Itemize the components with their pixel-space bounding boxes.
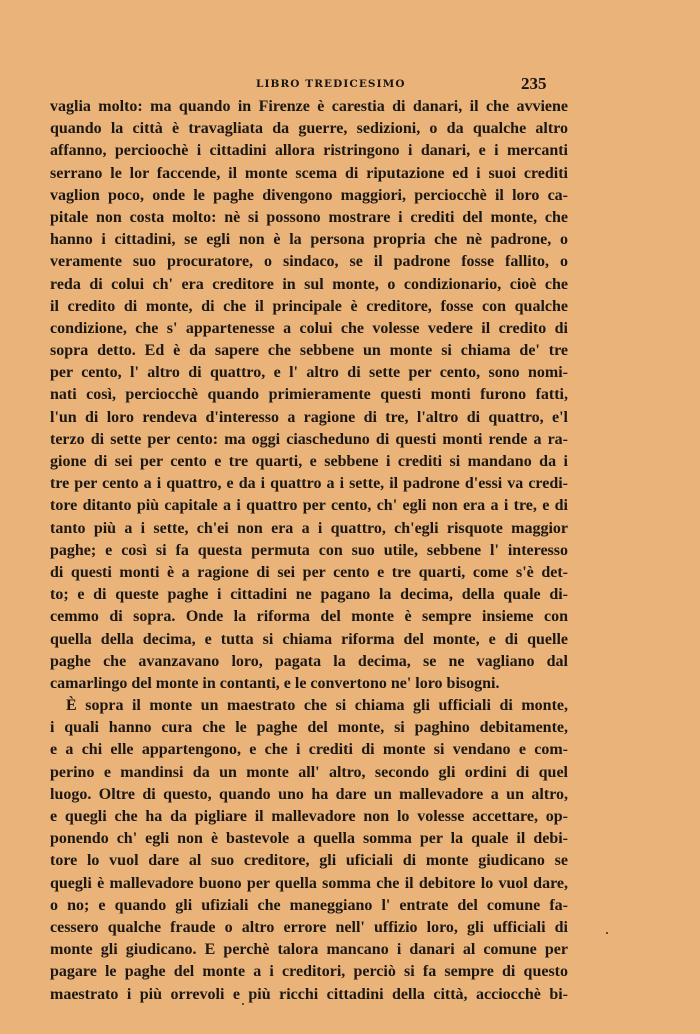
text-line: terzo di sette per cento: ma oggi ciascheduno di questi monti rende a ra- <box>50 430 568 448</box>
text-line: ponendo ch' egli non è bastevole a quella somma per la quale il debi- <box>50 830 568 848</box>
text-line: to; e di queste paghe i cittadini ne pagano la decima, della quale di- <box>50 586 568 604</box>
text-line: vaglion poco, onde le paghe divengono maggiori, perciocchè il loro ca- <box>50 186 568 204</box>
text-line: tre per cento a i quattro, e da i quattro a i sette, il padrone d'essi va credi- <box>50 475 568 493</box>
page-number: 235 <box>521 74 547 93</box>
text-line: cessero qualche fraude o altro errore nell' uffizio loro, gli ufficiali di <box>50 918 568 936</box>
running-head <box>0 74 700 96</box>
text-line: perino e mandinsi da un monte all' altro, secondo gli ordini di quel <box>50 763 568 781</box>
text-line: l'un di loro rendeva d'interesso a ragione di tre, l'altro di quattro, e'l <box>50 408 568 426</box>
text-line: o no; e quando gli ufiziali che maneggiano l' entrate del comune fa- <box>50 896 568 914</box>
text-line: tore ditanto più capitale a i quattro per cento, ch' egli non era a i tre, e di <box>50 497 568 515</box>
text-line: quegli è mallevadore buono per quella somma che il debitore lo vuol dare, <box>50 874 568 892</box>
text-line: cemmo di sopra. Onde la riforma del monte è sempre insieme con <box>50 608 568 626</box>
text-line: pitale non costa molto: nè si possono mostrare i crediti del monte, che <box>50 208 568 226</box>
text-line: tanto più a i sette, ch'ei non era a i quattro, ch'egli risquote maggior <box>50 519 568 537</box>
text-line: e quegli che ha da pigliare il mallevadore non lo volesse accettare, op- <box>50 808 568 825</box>
paragraph-end-line: camarlingo del monte in contanti, e le convertono ne' loro bisogni. <box>50 674 500 692</box>
text-line: quando la città è travagliata da guerre, sedizioni, o da qualche altro <box>50 120 568 138</box>
paragraph-start-line: È sopra il monte un maestrato che si chiama gli ufficiali di monte, <box>66 697 568 715</box>
text-line: monte gli giudicano. E perchè talora mancano i danari al comune per <box>50 941 568 959</box>
text-line: sopra detto. Ed è da sapere che sebbene un monte si chiama de' tre <box>50 342 568 360</box>
paper-speck <box>242 1003 244 1005</box>
text-line: quella della decima, e tutta si chiama riforma del monte, e di quelle <box>50 630 568 648</box>
text-line: pagare le paghe del monte a i creditori, perciò si fa sempre di questo <box>50 963 568 981</box>
text-line: reda di colui ch' era creditore in sul monte, o condizionario, cioè che <box>50 275 568 293</box>
text-line: di questi monti è a ragione di sei per cento e tre quarti, come s'è det- <box>50 563 568 581</box>
text-line: paghe; e così si fa questa permuta con suo utile, sebbene l' interesso <box>50 541 568 559</box>
text-line: e a chi elle appartengono, e che i crediti di monte si vendano e com- <box>50 741 568 759</box>
text-line: gione di sei per cento e tre quarti, e sebbene i crediti si mandano da i <box>50 453 568 470</box>
text-line: nati così, perciocchè quando primieramente questi monti furono fatti, <box>50 386 568 404</box>
text-line: condizione, che s' appartenesse a colui che volesse vedere il credito di <box>50 319 568 337</box>
body-text <box>50 96 568 1006</box>
text-line: per cento, l' altro di quattro, e l' altro di sette per cento, sono nomi- <box>50 364 568 382</box>
text-line: paghe che avanzavano loro, pagata la decima, se ne vagliano dal <box>50 652 568 670</box>
text-line: affanno, percioochè i cittadini allora ristringono i danari, e i mercanti <box>50 142 568 160</box>
running-title: LIBRO TREDICESIMO <box>256 78 406 90</box>
text-line: hanno i cittadini, se egli non è la persona propria che nè padrone, o <box>50 231 568 249</box>
text-line: vaglia molto: ma quando in Firenze è carestia di danari, il che avviene <box>50 98 568 115</box>
text-line: veramente suo procuratore, o sindaco, se il padrone fosse fallito, o <box>50 253 568 271</box>
text-line: il credito di monte, di che il principale è creditore, fosse con qualche <box>50 297 568 315</box>
text-line: luogo. Oltre di questo, quando uno ha dare un mallevadore a un altro, <box>50 785 568 803</box>
text-line: tore lo vuol dare al suo creditore, gli uficiali di monte giudicano se <box>50 852 568 870</box>
paper-speck <box>606 932 608 934</box>
text-line: serrano le lor faccende, il monte scema di riputazione ed i suoi crediti <box>50 164 568 182</box>
text-line: maestrato i più orrevoli e più ricchi cittadini della città, acciocchè bi- <box>50 985 568 1003</box>
text-line: i quali hanno cura che le paghe del monte, si paghino debitamente, <box>50 719 568 737</box>
